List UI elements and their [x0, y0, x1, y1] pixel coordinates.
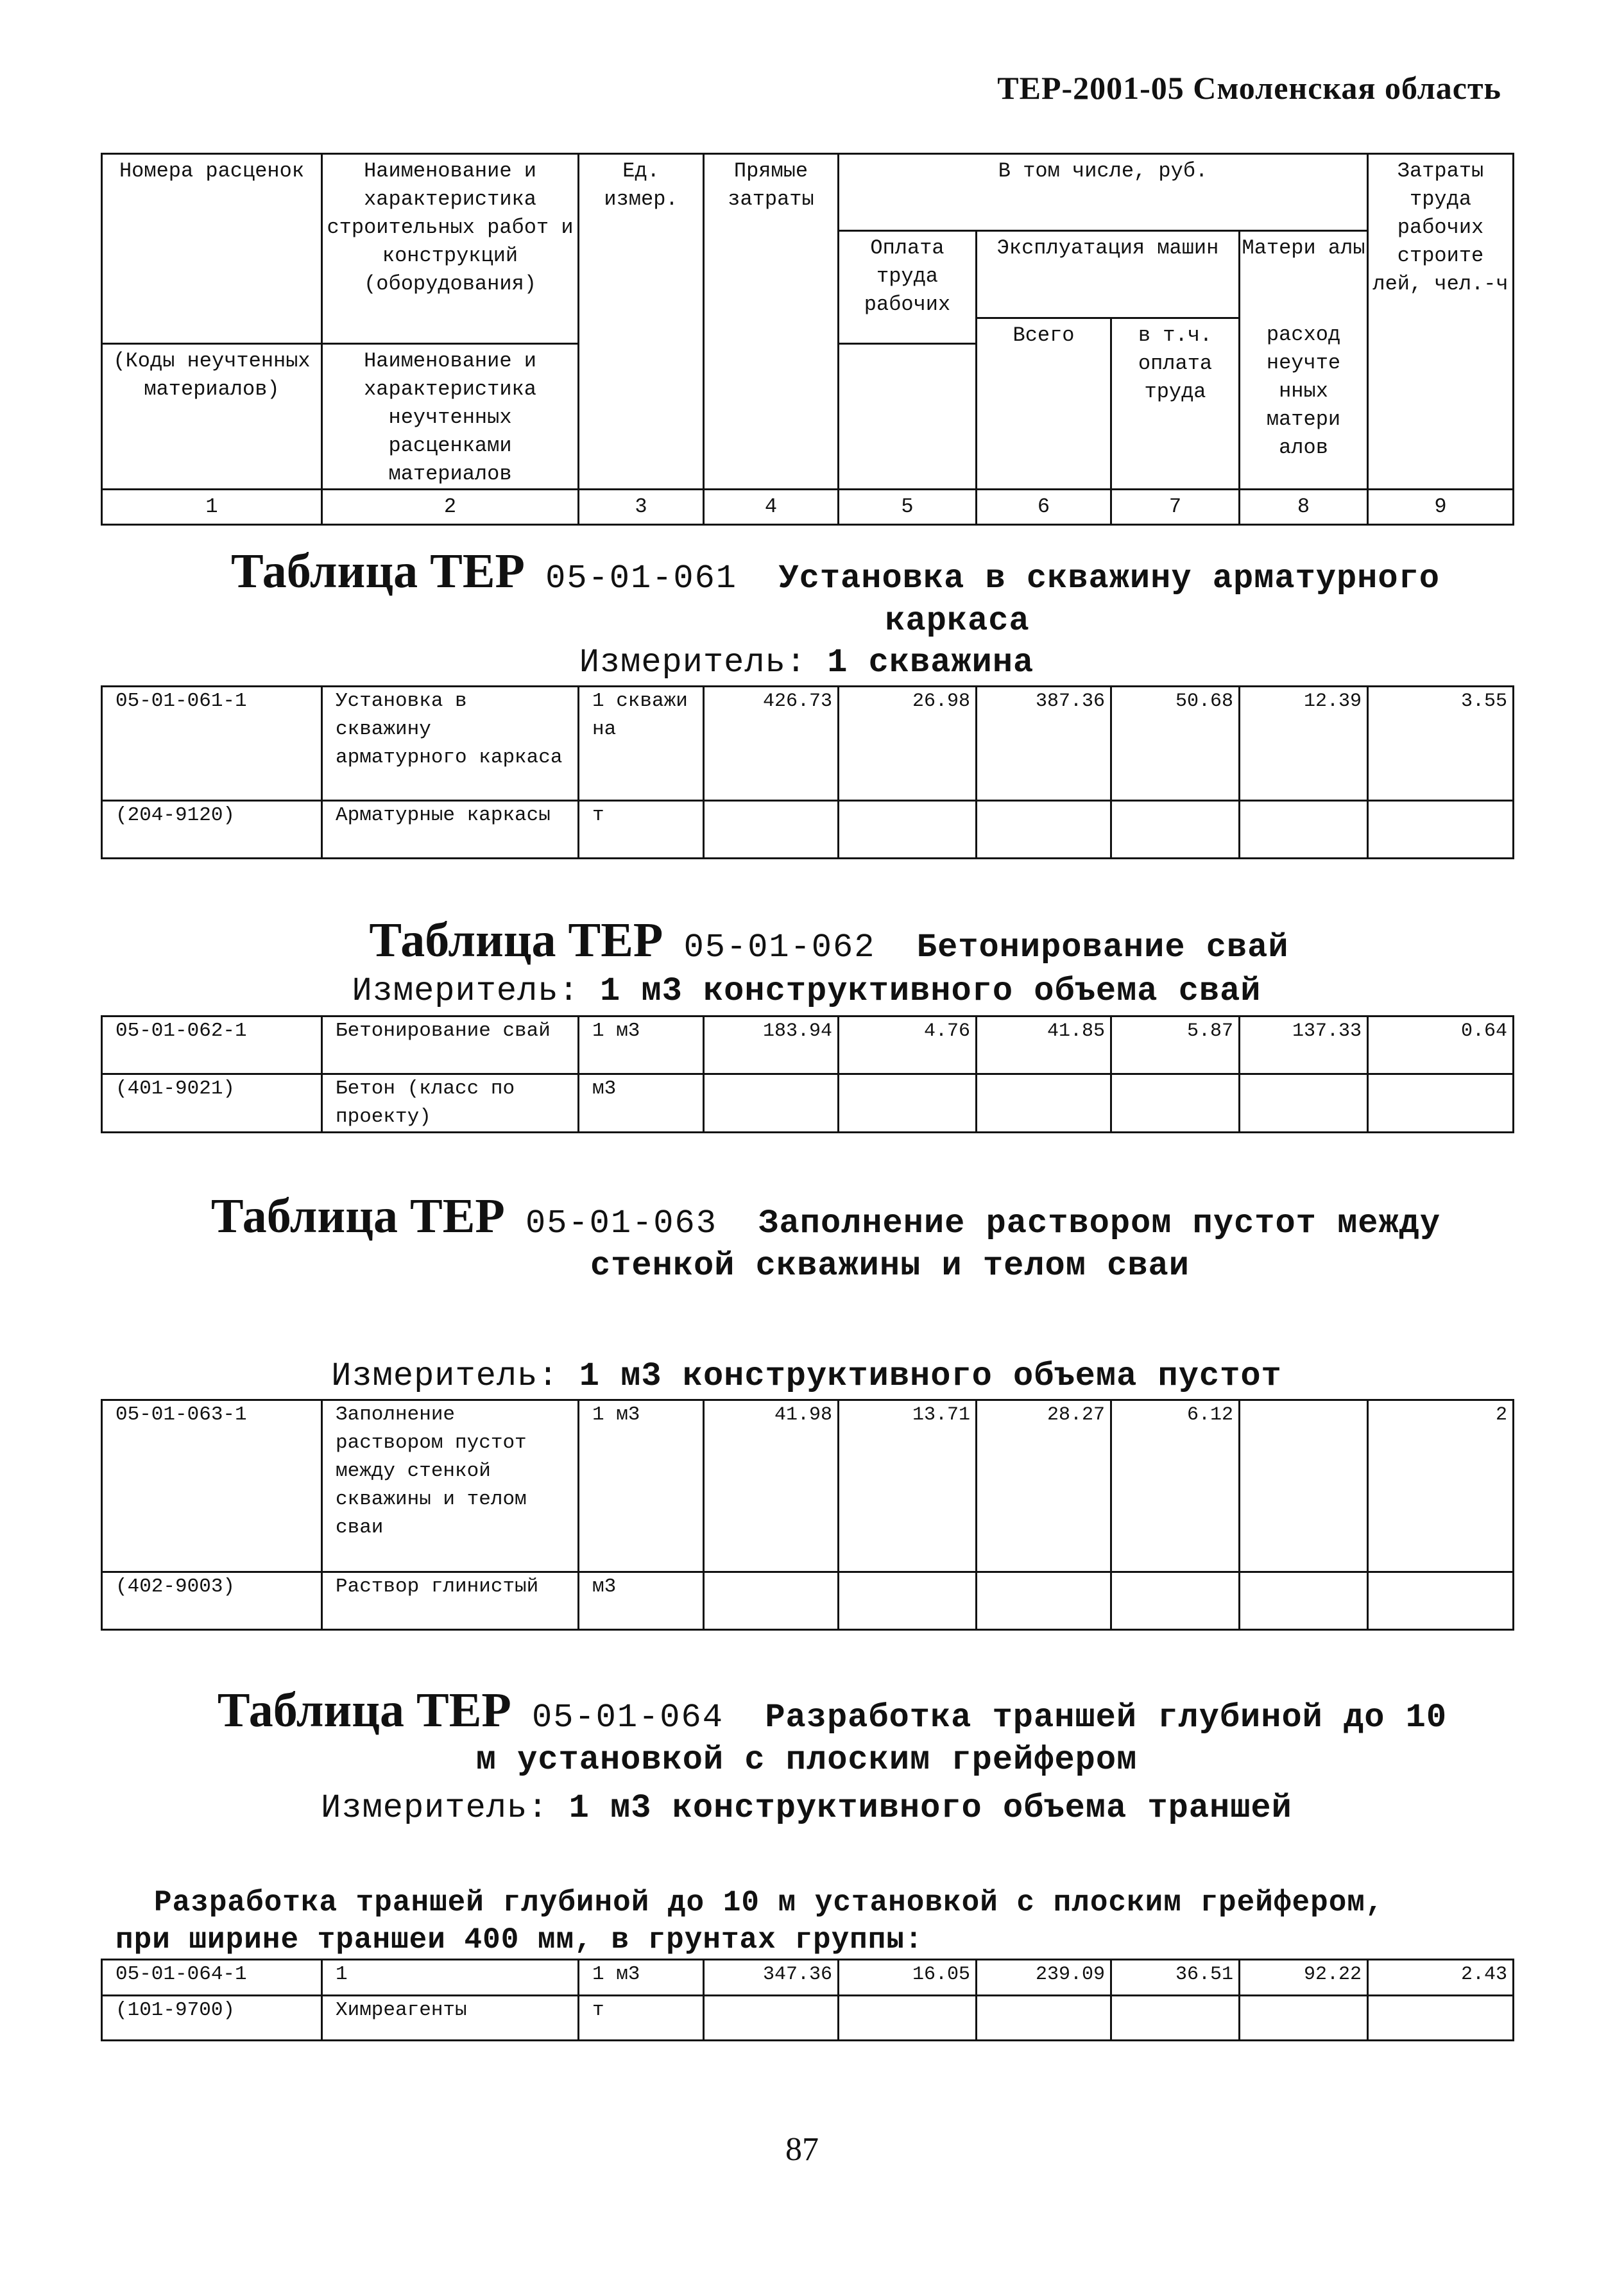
work-name: Заполнение раствором пустот между стенкой скважины и телом сваи — [322, 1400, 579, 1572]
direct-costs: 347.36 — [704, 1960, 839, 1996]
direct-costs: 426.73 — [704, 687, 839, 801]
section-heading — [101, 913, 1512, 970]
empty-cell — [704, 1572, 839, 1630]
materials: 137.33 — [1240, 1016, 1368, 1074]
header-spacer-2 — [322, 318, 579, 344]
machines-total: 239.09 — [977, 1960, 1111, 1996]
material-code: (204-9120) — [102, 801, 322, 859]
empty-cell — [1240, 1996, 1368, 2041]
table-row — [102, 1074, 1514, 1133]
header-spacer-1 — [102, 318, 322, 344]
unit: м3 — [579, 1074, 704, 1133]
machines-labor: 36.51 — [1111, 1960, 1240, 1996]
machines-total: 387.36 — [977, 687, 1111, 801]
header-materials: Матери алы — [1240, 231, 1368, 318]
section-code: 05-01-062 — [683, 929, 876, 966]
column-number: 3 — [579, 490, 704, 525]
measure-value: 1 м3 конструктивного объема траншей — [568, 1789, 1292, 1827]
soil-group: 1 — [322, 1960, 579, 1996]
header-work-name: Наименование и характеристика строительных работ и конструкций (оборудования) — [322, 154, 579, 318]
section-heading — [101, 1683, 1512, 1783]
empty-cell — [1111, 801, 1240, 859]
empty-cell — [839, 1074, 977, 1133]
column-number: 4 — [704, 490, 839, 525]
machines-total: 41.85 — [977, 1016, 1111, 1074]
section-title: Заполнение раствором пустот между — [758, 1205, 1441, 1242]
materials: 92.22 — [1240, 1960, 1368, 1996]
work-name: Бетонирование свай — [322, 1016, 579, 1074]
header-machines-labor: в т.ч. оплата труда — [1111, 318, 1240, 490]
worker-pay: 16.05 — [839, 1960, 977, 1996]
rates-table-062 — [101, 1015, 1514, 1133]
empty-cell — [1368, 1074, 1514, 1133]
worker-hours: 0.64 — [1368, 1016, 1514, 1074]
rate-code: 05-01-063-1 — [102, 1400, 322, 1572]
rate-code: 05-01-064-1 — [102, 1960, 322, 1996]
empty-cell — [1111, 1572, 1240, 1630]
section-prefix: Таблица ТЕР — [210, 1189, 505, 1243]
header-machines: Эксплуатация машин — [977, 231, 1240, 318]
section-title: Установка в скважину арматурного — [778, 560, 1440, 597]
header-rate-number-spacer — [102, 231, 322, 318]
materials — [1240, 1400, 1368, 1572]
measure-label: Измеритель: — [321, 1789, 549, 1827]
section-title: Бетонирование свай — [916, 929, 1289, 966]
empty-cell — [704, 1996, 839, 2041]
measure-label: Измеритель: — [579, 644, 807, 682]
direct-costs: 183.94 — [704, 1016, 839, 1074]
empty-cell — [704, 801, 839, 859]
measure-value: 1 м3 конструктивного объема пустот — [579, 1357, 1282, 1395]
unit: м3 — [579, 1572, 704, 1630]
column-number: 8 — [1240, 490, 1368, 525]
empty-cell — [1368, 801, 1514, 859]
column-number: 2 — [322, 490, 579, 525]
section-title-line2: м установкой с плоским грейфером — [475, 1741, 1138, 1779]
section-prefix: Таблица ТЕР — [231, 544, 525, 598]
worker-pay: 13.71 — [839, 1400, 977, 1572]
empty-cell — [1240, 801, 1368, 859]
column-number: 9 — [1368, 490, 1514, 525]
material-code: (402-9003) — [102, 1572, 322, 1630]
unit: т — [579, 801, 704, 859]
material-name: Арматурные каркасы — [322, 801, 579, 859]
section-code: 05-01-064 — [532, 1699, 724, 1737]
section-measure — [101, 969, 1512, 1014]
header-machines-total: Всего — [977, 318, 1111, 490]
header-unit: Ед. измер. — [579, 154, 704, 490]
section-intro-line1: Разработка траншей глубиной до 10 м установкой с плоским грейфером, — [154, 1886, 1384, 1919]
unit: т — [579, 1996, 704, 2041]
header-materials-consumption: расход неучте нных матери алов — [1240, 318, 1368, 490]
section-title-line2: стенкой скважины и телом сваи — [590, 1247, 1190, 1285]
unit: 1 м3 — [579, 1016, 704, 1074]
direct-costs: 41.98 — [704, 1400, 839, 1572]
section-code: 05-01-061 — [545, 560, 738, 597]
empty-cell — [1111, 1074, 1240, 1133]
header-including: В том числе, руб. — [839, 154, 1368, 231]
unit: 1 м3 — [579, 1960, 704, 1996]
machines-labor: 5.87 — [1111, 1016, 1240, 1074]
empty-cell — [1368, 1996, 1514, 2041]
column-number: 1 — [102, 490, 322, 525]
header-material-name: Наименование и характеристика неучтенных расценками материалов — [322, 344, 579, 490]
section-intro-line2: при ширине траншеи 400 мм, в грунтах группы: — [115, 1923, 923, 1957]
material-name: Бетон (класс по проекту) — [322, 1074, 579, 1133]
table-row — [102, 1960, 1514, 1996]
rates-table-064 — [101, 1959, 1514, 2041]
table-row — [102, 1400, 1514, 1572]
measure-label: Измеритель: — [331, 1357, 559, 1395]
page-number: 87 — [785, 2131, 819, 2168]
empty-cell — [977, 1572, 1111, 1630]
column-number: 7 — [1111, 490, 1240, 525]
worker-hours: 3.55 — [1368, 687, 1514, 801]
rates-table-061 — [101, 685, 1514, 859]
empty-cell — [1111, 1996, 1240, 2041]
worker-pay: 26.98 — [839, 687, 977, 801]
section-heading — [101, 1189, 1512, 1289]
header-direct-costs: Прямые затраты — [704, 154, 839, 490]
material-name: Химреагенты — [322, 1996, 579, 2041]
section-measure — [101, 640, 1512, 685]
measure-value: 1 скважина — [827, 644, 1034, 682]
table-row — [102, 801, 1514, 859]
table-row — [102, 1016, 1514, 1074]
work-name: Установка в скважину арматурного каркаса — [322, 687, 579, 801]
machines-labor: 6.12 — [1111, 1400, 1240, 1572]
worker-pay: 4.76 — [839, 1016, 977, 1074]
header-material-codes: (Коды неучтенных материалов) — [102, 344, 322, 490]
section-prefix: Таблица ТЕР — [217, 1683, 511, 1737]
empty-cell — [1240, 1074, 1368, 1133]
empty-cell — [704, 1074, 839, 1133]
empty-cell — [977, 1074, 1111, 1133]
empty-cell — [1368, 1572, 1514, 1630]
section-measure — [101, 1786, 1512, 1831]
measure-label: Измеритель: — [352, 972, 579, 1010]
material-name: Раствор глинистый — [322, 1572, 579, 1630]
machines-total: 28.27 — [977, 1400, 1111, 1572]
section-title: Разработка траншей глубиной до 10 — [765, 1699, 1448, 1737]
material-code: (401-9021) — [102, 1074, 322, 1133]
unit: 1 м3 — [579, 1400, 704, 1572]
materials: 12.39 — [1240, 687, 1368, 801]
empty-cell — [839, 1572, 977, 1630]
empty-cell — [839, 801, 977, 859]
table-row — [102, 687, 1514, 801]
worker-hours: 2 — [1368, 1400, 1514, 1572]
section-code: 05-01-063 — [526, 1205, 717, 1242]
measure-value: 1 м3 конструктивного объема свай — [599, 972, 1261, 1010]
worker-hours: 2.43 — [1368, 1960, 1514, 1996]
document-title: ТЕР-2001-05 Смоленская область — [997, 70, 1501, 106]
empty-cell — [839, 1996, 977, 2041]
empty-cell — [977, 1996, 1111, 2041]
empty-cell — [977, 801, 1111, 859]
column-header-table — [101, 153, 1514, 526]
section-heading — [101, 544, 1512, 644]
column-number: 6 — [977, 490, 1111, 525]
rate-code: 05-01-062-1 — [102, 1016, 322, 1074]
section-prefix: Таблица ТЕР — [369, 913, 663, 967]
section-measure — [101, 1354, 1512, 1399]
column-number: 5 — [839, 490, 977, 525]
table-row — [102, 1996, 1514, 2041]
table-row — [102, 1572, 1514, 1630]
header-worker-pay: Оплата труда рабочих — [839, 231, 977, 344]
unit: 1 скважи на — [579, 687, 704, 801]
machines-labor: 50.68 — [1111, 687, 1240, 801]
header-rate-number: Номера расценок — [102, 154, 322, 231]
rates-table-063 — [101, 1399, 1514, 1631]
header-worker-pay-spacer — [839, 344, 977, 490]
section-title-line2: каркаса — [885, 602, 1030, 640]
empty-cell — [1240, 1572, 1368, 1630]
rate-code: 05-01-061-1 — [102, 687, 322, 801]
header-worker-hours: Затраты труда рабочих строите лей, чел.-ч — [1368, 154, 1514, 490]
material-code: (101-9700) — [102, 1996, 322, 2041]
